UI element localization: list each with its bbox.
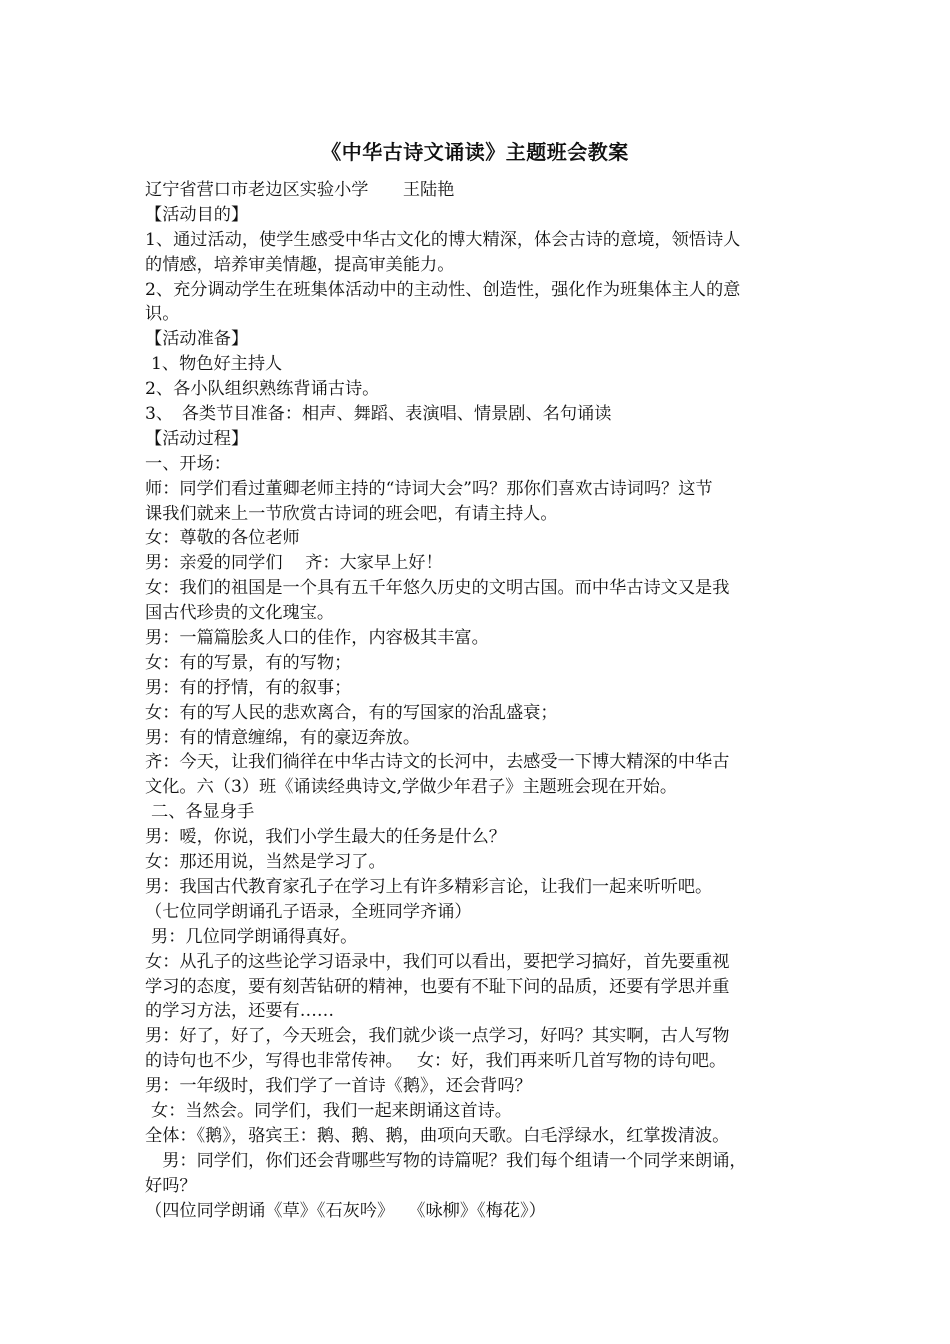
paragraph-line: 男：亲爱的同学们 齐：大家早上好！: [145, 553, 443, 574]
paragraph-line: 女：有的写景，有的写物；: [145, 652, 352, 673]
paragraph-line: 男：我国古代教育家孔子在学习上有许多精彩言论，让我们一起来听听吧。: [145, 876, 713, 897]
paragraph-line: 国古代珍贵的文化瑰宝。: [145, 603, 335, 624]
paragraph-line: 文化。六（3）班《诵读经典诗文,学做少年君子》主题班会现在开始。: [145, 777, 678, 798]
paragraph-line: 男：好了，好了，今天班会，我们就少谈一点学习，好吗？其实啊，古人写物: [145, 1026, 730, 1047]
document-title: 《中华古诗文诵读》主题班会教案: [321, 140, 629, 164]
paragraph-line: 识。: [145, 304, 180, 325]
section-heading-process: 【活动过程】: [145, 428, 249, 449]
paragraph-line: 1、通过活动，使学生感受中华古文化的博大精深，体会古诗的意境，领悟诗人: [145, 229, 741, 250]
paragraph-line: 的情感，培养审美情趣，提高审美能力。: [145, 254, 455, 275]
paragraph-line: 师：同学们看过董卿老师主持的“诗词大会”吗？那你们喜欢古诗词吗？这节: [145, 478, 713, 499]
paragraph-line: 女：当然会。同学们，我们一起来朗诵这首诗。: [151, 1100, 512, 1121]
paragraph-line: 2、各小队组织熟练背诵古诗。: [145, 379, 380, 400]
paragraph-line: 男：同学们，你们还会背哪些写物的诗篇呢？我们每个组请一个同学来朗诵，: [145, 1150, 747, 1171]
section-heading-preparation: 【活动准备】: [145, 329, 249, 350]
paragraph-line: 男：嗳，你说，我们小学生最大的任务是什么？: [145, 827, 506, 848]
paragraph-line: 男：一年级时，我们学了一首诗《鹅》，还会背吗？: [145, 1076, 532, 1097]
paragraph-line: 齐：今天，让我们徜徉在中华古诗文的长河中，去感受一下博大精深的中华古: [145, 752, 730, 773]
paragraph-line: （四位同学朗诵《草》《石灰吟》 《咏柳》《梅花》）: [145, 1200, 546, 1221]
author-line: 辽宁省营口市老边区实验小学 王陆艳: [145, 180, 455, 200]
paragraph-line: 3、 各类节目准备：相声、舞蹈、表演唱、情景剧、名句诵读: [145, 404, 612, 425]
paragraph-line: 2、充分调动学生在班集体活动中的主动性、创造性，强化作为班集体主人的意: [145, 279, 741, 300]
section-heading-purpose: 【活动目的】: [145, 204, 249, 225]
paragraph-line: 的诗句也不少，写得也非常传神。 女：好，我们再来听几首写物的诗句吧。: [145, 1051, 727, 1072]
paragraph-line: 好吗？: [145, 1175, 197, 1196]
paragraph-line: 全体：《鹅》，骆宾王：鹅、鹅、鹅，曲项向天歌。白毛浮绿水，红掌拨清波。: [145, 1125, 730, 1146]
paragraph-line: 男：一篇篇脍炙人口的佳作，内容极其丰富。: [145, 628, 489, 649]
paragraph-line: 1、物色好主持人: [151, 354, 283, 375]
paragraph-line: 男：有的情意缠绵，有的豪迈奔放。: [145, 727, 421, 748]
paragraph-line: 女：从孔子的这些论学习语录中，我们可以看出，要把学习搞好，首先要重视: [145, 951, 730, 972]
paragraph-line: 课我们就来上一节欣赏古诗词的班会吧，有请主持人。: [145, 503, 558, 524]
subsection-heading: 二、各显身手: [151, 802, 255, 823]
paragraph-line: 男：有的抒情，有的叙事；: [145, 677, 352, 698]
paragraph-line: （七位同学朗诵孔子语录，全班同学齐诵）: [145, 901, 472, 922]
document-body: [145, 178, 815, 1223]
paragraph-line: 学习的态度，要有刻苦钻研的精神，也要有不耻下问的品质，还要有学思并重: [145, 976, 730, 997]
paragraph-line: 女：有的写人民的悲欢离合，有的写国家的治乱盛衰；: [145, 702, 558, 723]
paragraph-line: 女：那还用说，当然是学习了。: [145, 852, 386, 873]
paragraph-line: 女：尊敬的各位老师: [145, 528, 300, 549]
paragraph-line: 男：几位同学朗诵得真好。: [151, 926, 358, 947]
paragraph-line: 的学习方法，还要有……: [145, 1001, 335, 1022]
subsection-heading: 一、开场：: [145, 453, 231, 474]
paragraph-line: 女：我们的祖国是一个具有五千年悠久历史的文明古国。而中华古诗文又是我: [145, 578, 730, 599]
